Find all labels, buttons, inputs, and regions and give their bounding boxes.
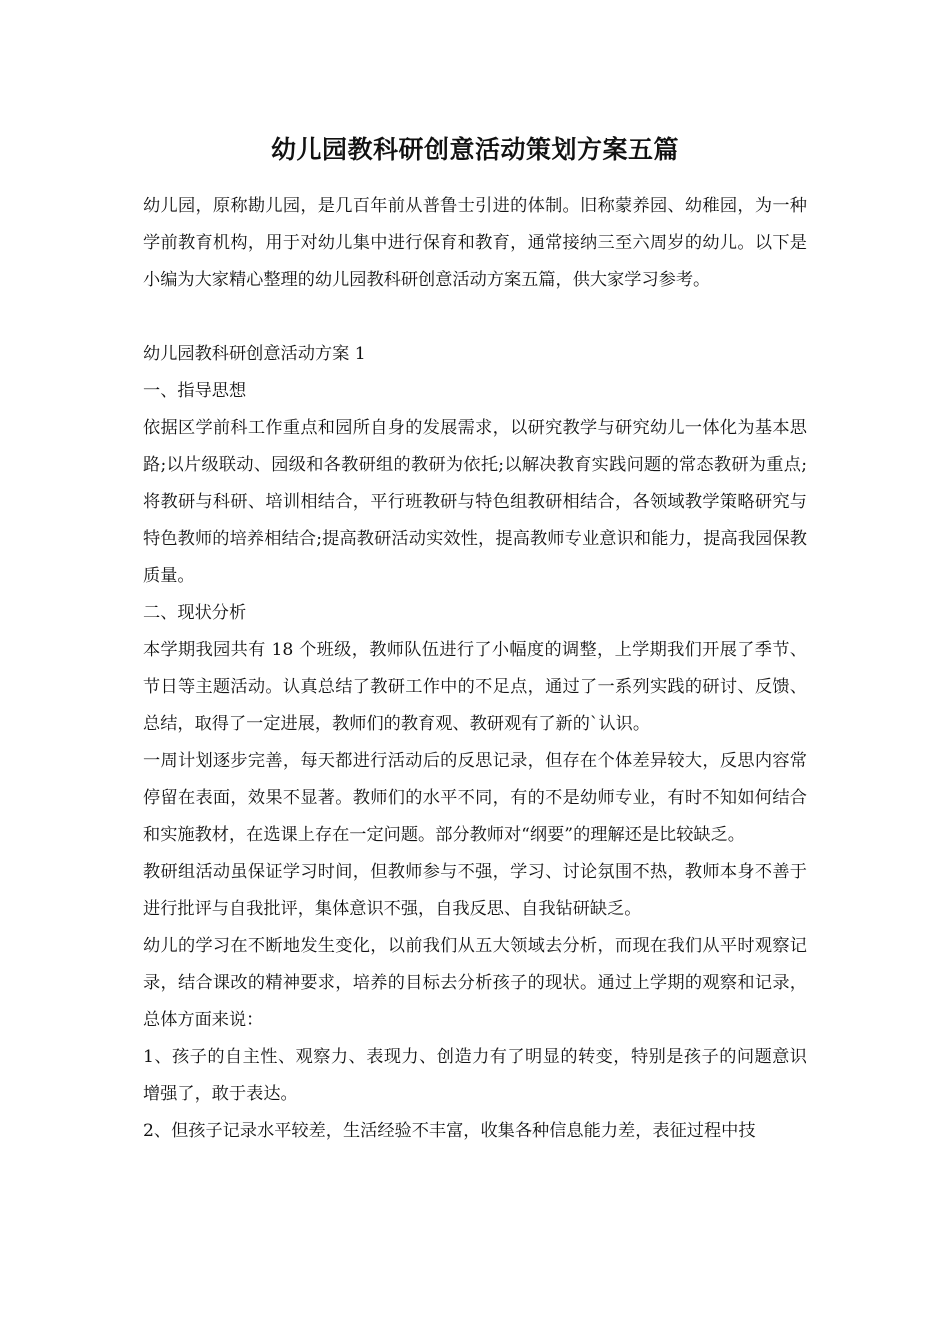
document-title: 幼儿园教科研创意活动策划方案五篇	[270, 135, 679, 164]
list-item-2: 2、但孩子记录水平较差，生活经验不丰富，收集各种信息能力差，表征过程中技	[143, 1121, 756, 1141]
paragraph-status-2: 一周计划逐步完善，每天都进行活动后的反思记录，但存在个体差异较大，反思内容常停留在表面，效果不显著。教师们的水平不同，有的不是幼师专业，有时不知如何结合和实施教材，在选课上存在一定问题。部分教师对“纲要”的理解还是比较缺乏。	[143, 751, 807, 845]
document-body	[143, 130, 807, 1150]
paragraph-status-3: 教研组活动虽保证学习时间，但教师参与不强，学习、讨论氛围不热，教师本身不善于进行批评与自我批评，集体意识不强，自我反思、自我钻研缺乏。	[143, 862, 807, 919]
paragraph-status-1: 本学期我园共有 18 个班级，教师队伍进行了小幅度的调整，上学期我们开展了季节、节日等主题活动。认真总结了教研工作中的不足点，通过了一系列实践的研讨、反馈、总结，取得了一定进展，教师们的教育观、教研观有了新的`认识。	[143, 640, 807, 734]
section-title: 幼儿园教科研创意活动方案 1	[143, 344, 366, 364]
paragraph-status-4: 幼儿的学习在不断地发生变化，以前我们从五大领域去分析，而现在我们从平时观察记录，结合课改的精神要求，培养的目标去分析孩子的现状。通过上学期的观察和记录，总体方面来说：	[143, 936, 807, 1030]
paragraph-guiding-ideology: 依据区学前科工作重点和园所自身的发展需求，以研究教学与研究幼儿一体化为基本思路;以片级联动、园级和各教研组的教研为依托;以解决教育实践问题的常态教研为重点;将教研与科研、培训相结合，平行班教研与特色组教研相结合，各领域教学策略研究与特色教师的培养相结合;提高教研活动实效性，提高教师专业意识和能力，提高我园保教质量。	[143, 418, 807, 586]
heading-status-analysis: 二、现状分析	[143, 603, 247, 623]
list-item-1: 1、孩子的自主性、观察力、表现力、创造力有了明显的转变，特别是孩子的问题意识增强了，敢于表达。	[143, 1047, 807, 1104]
intro-paragraph: 幼儿园，原称勘儿园，是几百年前从普鲁士引进的体制。旧称蒙养园、幼稚园，为一种学前教育机构，用于对幼儿集中进行保育和教育，通常接纳三至六周岁的幼儿。以下是小编为大家精心整理的幼儿园教科研创意活动方案五篇，供大家学习参考。	[143, 196, 807, 290]
blank-line	[143, 299, 807, 336]
heading-guiding-ideology: 一、指导思想	[143, 381, 247, 401]
